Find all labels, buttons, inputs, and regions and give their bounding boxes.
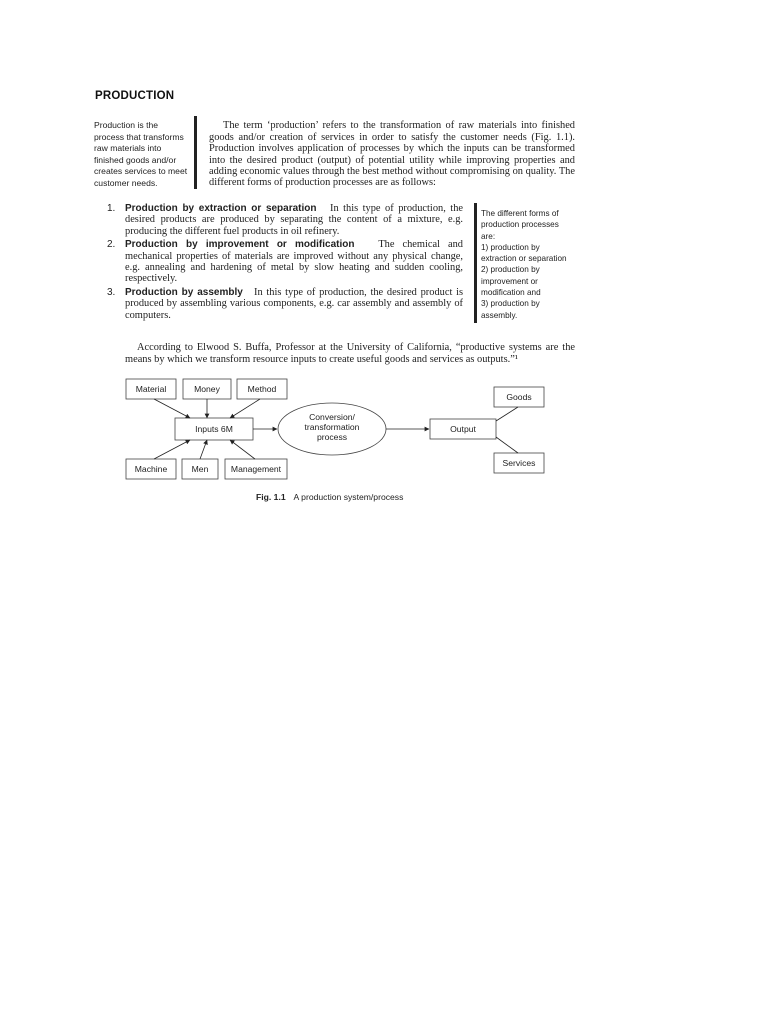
label-output: Output <box>450 424 476 434</box>
figure-caption-text: A production system/process <box>293 492 404 502</box>
arrow-men <box>200 440 207 459</box>
section-heading: PRODUCTION <box>95 90 175 102</box>
figure-caption <box>256 492 403 502</box>
production-system-diagram <box>120 375 560 485</box>
list-item <box>107 287 463 321</box>
list-text: In this type of production, the desired product is produced by assembling various components, e.g. car assembly and assembly of computers. <box>125 286 463 321</box>
label-services: Services <box>502 458 536 468</box>
label-process-line-1: Conversion/ <box>309 412 355 422</box>
margin-note-rule-right <box>474 203 477 323</box>
list-term: Production by assembly <box>125 286 243 298</box>
list-number: 3. <box>107 286 116 298</box>
label-inputs-6m: Inputs 6M <box>195 424 233 434</box>
list-item <box>107 203 463 237</box>
margin-note-definition: Production is the process that transforms raw materials into finished goods and/or creates services to meet customer needs. <box>94 120 188 188</box>
list-item <box>107 239 463 285</box>
list-number: 1. <box>107 203 116 214</box>
label-goods: Goods <box>506 392 532 402</box>
list-number: 2. <box>107 239 116 251</box>
margin-note-summary: The different forms of production processes are: 1) production by extraction or separation 2) production by improvement or modification and 3) production by assembly. <box>481 209 567 320</box>
label-machine: Machine <box>134 464 168 474</box>
production-forms-list <box>107 203 463 323</box>
label-material: Material <box>135 384 167 394</box>
buffa-quote-paragraph: According to Elwood S. Buffa, Professor at the University of California, “productive systems are the means by which we transform resource inputs to create useful goods and services as outputs.”¹ <box>125 342 575 365</box>
line-output-to-goods <box>496 407 518 421</box>
label-method: Method <box>247 384 277 394</box>
label-money: Money <box>194 384 220 394</box>
label-process-line-2: transformation <box>304 422 360 432</box>
list-text: The chemical and mechanical properties of materials are improved without any physical change, e.g. annealing and hardening of metal by slow heating and sudden cooling, respectively. <box>125 239 463 285</box>
arrow-management <box>230 440 255 459</box>
label-process-line-3: process <box>316 432 348 442</box>
label-management: Management <box>230 464 282 474</box>
arrow-method <box>230 399 260 418</box>
list-text: In this type of production, the desired products are produced by separating the content of a mixture, e.g. producing the different fuel products in oil refinery. <box>125 203 463 237</box>
list-term: Production by extraction or separation <box>125 203 317 214</box>
intro-paragraph: The term ‘production’ refers to the transformation of raw materials into finished goods and/or creation of services in order to satisfy the customer needs (Fig. 1.1). Production involves application of processes by which the inputs can be transformed into the desired product (output) of potential utility while improving properties and adding economic values through the best method without compromising on quality. The different forms of production processes are as follows: <box>209 120 575 189</box>
arrow-material <box>154 399 190 418</box>
arrow-machine <box>154 440 190 459</box>
line-output-to-services <box>496 437 518 453</box>
list-term: Production by improvement or modification <box>125 239 355 251</box>
margin-note-rule-left <box>194 116 197 189</box>
figure-label: Fig. 1.1 <box>256 492 286 502</box>
label-men: Men <box>191 464 209 474</box>
